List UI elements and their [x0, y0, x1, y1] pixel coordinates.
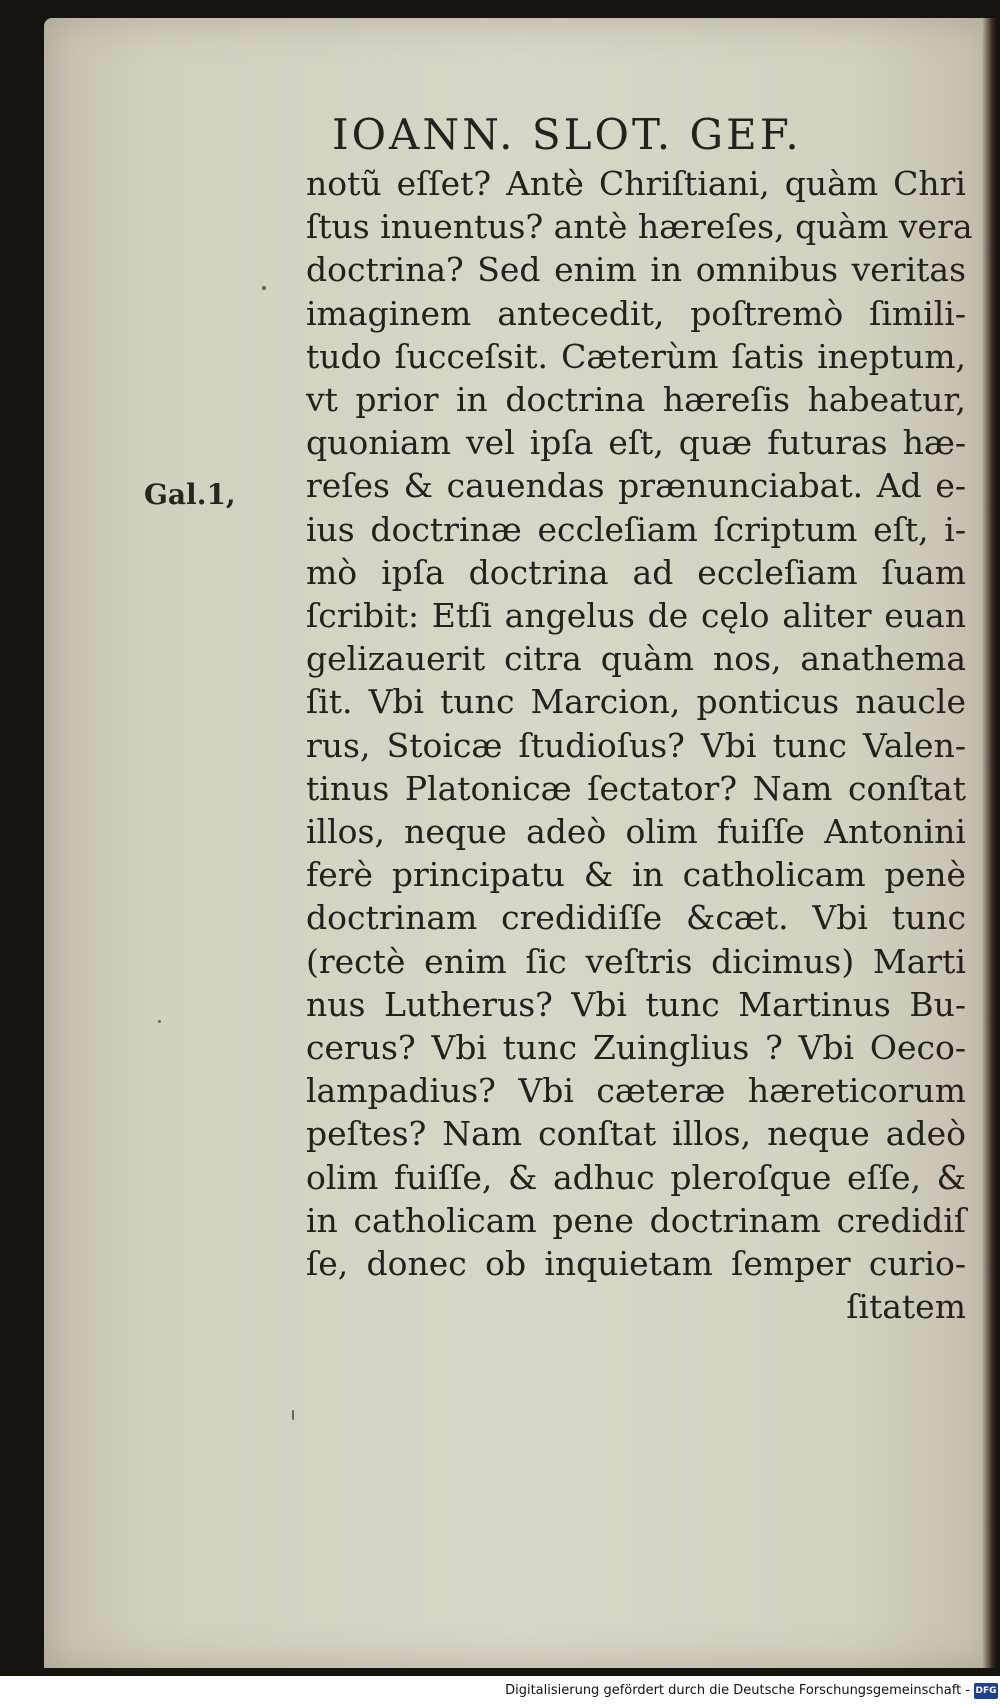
footer-bar: [0, 1676, 1000, 1704]
paper-speck: [292, 1410, 294, 1420]
catchword: ſitatem: [846, 1287, 966, 1327]
text-line: peſtes? Nam conſtat illos, neque adeò: [306, 1114, 966, 1154]
text-line: ſit. Vbi tunc Marcion, ponticus naucle: [306, 682, 966, 722]
text-line: notũ eſſet? Antè Chriſtiani, quàm Chri: [306, 164, 966, 203]
paper-speck: [262, 286, 266, 290]
text-line: lampadius? Vbi cæteræ hæreticorum: [306, 1071, 966, 1111]
text-line: ferè principatu & in catholicam penè: [306, 855, 966, 895]
text-line: ſcribit: Etſi angelus de cęlo aliter euan: [306, 596, 966, 636]
text-line: tinus Platonicæ ſectator? Nam conſtat: [306, 768, 966, 808]
page-edge: [982, 18, 996, 1668]
text-line: rus, Stoicæ ſtudioſus? Vbi tunc Valen-: [306, 725, 966, 765]
text-line: ius doctrinæ eccleſiam ſcriptum eſt, i-: [306, 509, 966, 549]
text-line: imaginem antecedit, poſtremò ſimili-: [306, 293, 966, 333]
text-line: tudo ſucceſsit. Cæterùm ſatis ineptum,: [306, 336, 966, 376]
text-line: cerus? Vbi tunc Zuinglius ? Vbi Oeco-: [306, 1028, 966, 1068]
dfg-logo: DFG: [974, 1683, 998, 1699]
text-line: ſe, donec ob inquietam ſemper curio-: [306, 1244, 966, 1284]
margin-note: Gal.1,: [144, 478, 236, 511]
text-line: (rectè enim ſic veſtris dicimus) Marti: [306, 941, 966, 981]
text-line: doctrinam credidiſſe &cæt. Vbi tunc: [306, 898, 966, 938]
text-line: quoniam vel ipſa eſt, quæ futuras hæ-: [306, 423, 966, 463]
body-text: [306, 162, 973, 1328]
paper-speck: [158, 1020, 161, 1023]
text-line: olim fuiſſe, & adhuc pleroſque eſſe, &: [306, 1157, 966, 1197]
text-line: reſes & cauendas prænunciabat. Ad e-: [306, 466, 966, 506]
footer-credit: Digitalisierung gefördert durch die Deutsche Forschungsgemeinschaft -: [505, 1683, 970, 1698]
text-line: doctrina? Sed enim in omnibus veritas: [306, 250, 966, 290]
text-line: gelizauerit citra quàm nos, anathema: [306, 639, 966, 679]
text-line: illos, neque adeò olim fuiſſe Antonini: [306, 812, 966, 852]
text-line: vt prior in doctrina hæreſis habeatur,: [306, 380, 966, 420]
text-line: ſtus inuentus? antè hæreſes, quàm vera: [306, 207, 973, 247]
text-line: nus Lutherus? Vbi tunc Martinus Bu-: [306, 984, 966, 1024]
text-line: mò ipſa doctrina ad eccleſiam ſuam: [306, 552, 966, 592]
running-head: IOANN. SLOT. GEF.: [332, 110, 802, 159]
text-line: in catholicam pene doctrinam credidiſ: [306, 1200, 966, 1240]
